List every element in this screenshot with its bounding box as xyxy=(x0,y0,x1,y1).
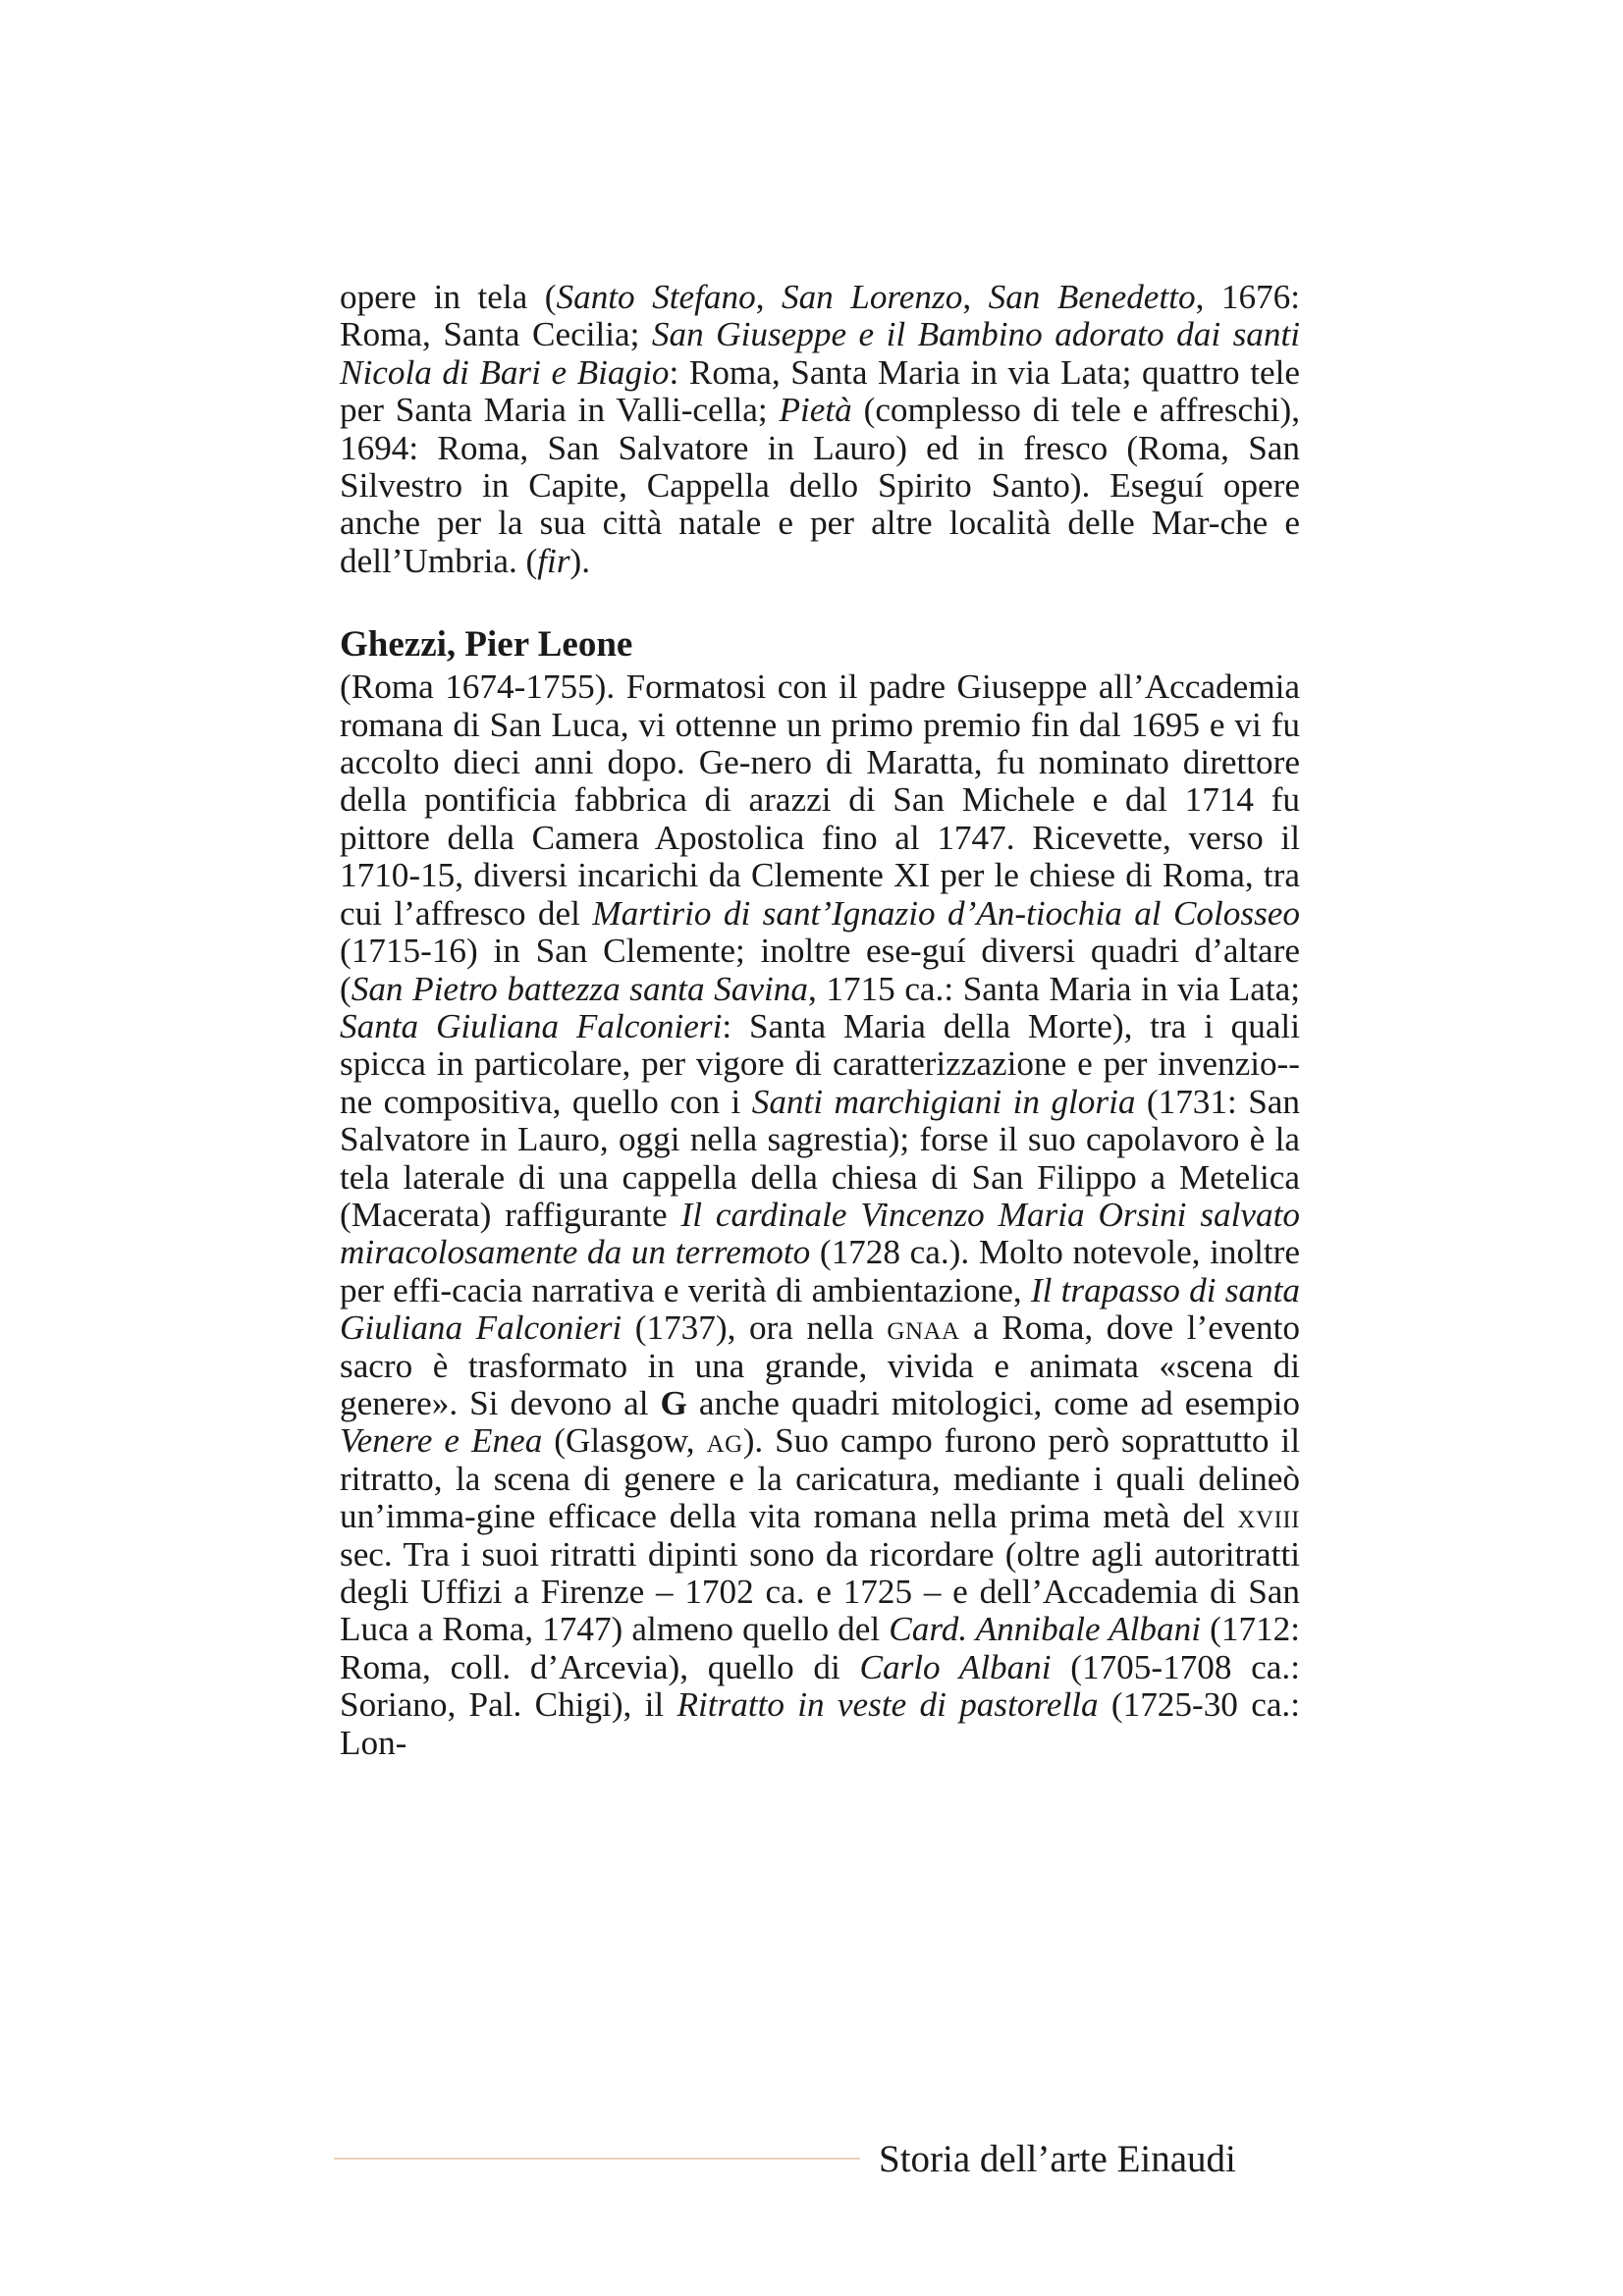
italic-title: Venere e Enea xyxy=(340,1421,543,1461)
text-run: : Roma, Santa Maria in via Lata; quattro tele per Santa Maria in Valli-cella; xyxy=(340,352,1300,430)
text-run: ). Suo campo furono però soprattutto il ritratto, la scena di genere e la caricatura, mediante i quali delineò un’imma-gine efficace della vita romana nella prima metà del xyxy=(340,1421,1300,1536)
text-run: (1728 ca.). Molto notevole, inoltre per effi-cacia narrativa e verità di ambientazione, xyxy=(340,1233,1300,1309)
italic-title: Pietà xyxy=(779,391,852,430)
italic-title: Ritratto in veste di pastorella xyxy=(676,1685,1099,1725)
small-caps-abbreviation: ag xyxy=(706,1421,743,1461)
italic-title: San Giuseppe e il Bambino adorato dai santi Nicola di Bari e Biagio xyxy=(340,315,1301,392)
italic-title: San Benedetto xyxy=(988,278,1196,316)
italic-title: Card. Annibale Albani xyxy=(889,1610,1201,1649)
entry-body xyxy=(340,668,1300,1762)
previous-entry-continuation xyxy=(340,279,1300,580)
text-run: (Glasgow, xyxy=(542,1421,707,1461)
text-run: (1712: Roma, coll. d’Arcevia), quello di xyxy=(340,1610,1300,1686)
text-run: , xyxy=(755,278,782,316)
text-run: (1737), ora nella xyxy=(622,1308,888,1348)
italic-title: Santi marchigiani in gloria xyxy=(751,1082,1136,1121)
italic-title: San Lorenzo xyxy=(781,278,963,316)
italic-title: Santo Stefano xyxy=(556,278,756,316)
text-run: (Roma 1674-1755). Formatosi con il padre Giuseppe all’Accademia romana di San Luca, vi ottenne un primo premio fin dal 1695 e vi fu accolto dieci anni dopo. Ge-nero di Maratta, fu nominato direttore della pontificia fabbrica di arazzi di San Michele e dal 1714 fu pittore della Camera Apostolica fino al 1747. Ricevette, verso il 1710-15, diversi incarichi da Clemente XI per le chiese di Roma, tra cui l’affresco del xyxy=(340,667,1300,933)
entry-heading: Ghezzi, Pier Leone xyxy=(340,624,633,666)
text-run: : Santa Maria della Morte), tra i quali spicca in particolare, per vigore di caratterizzazione e per invenzio-ne compositiva, quello con i xyxy=(340,1006,1300,1121)
text-run: anche quadri mitologici, come ad esempio xyxy=(686,1383,1300,1422)
italic-title: Il cardinale Vincenzo Maria Orsini salvato miracolosamente da un terremoto xyxy=(340,1195,1300,1272)
italic-title: fir xyxy=(537,541,570,580)
text-run: (1705-1708 ca.: Soriano, Pal. Chigi), il xyxy=(340,1647,1300,1725)
text-run: ). xyxy=(569,541,591,580)
text-run: , 1676: Roma, Santa Cecilia; xyxy=(340,278,1301,354)
text-run: (1715-16) in San Clemente; inoltre ese-guí diversi quadri d’altare ( xyxy=(340,932,1300,1008)
text-run: opere in tela ( xyxy=(340,278,557,316)
text-run: (1725-30 ca.: Lon- xyxy=(340,1685,1301,1762)
italic-title: Santa Giuliana Falconieri xyxy=(340,1006,723,1045)
footer-publication-title: Storia dell’arte Einaudi xyxy=(879,2138,1236,2180)
italic-title: Martirio di sant’Ignazio d’An-tiochia al Colosseo xyxy=(592,893,1300,933)
text-run: (complesso di tele e affreschi), 1694: Roma, San Salvatore in Lauro) ed in fresco (Roma, San Silvestro in Capite, Cappella dello Spirito Santo). Eseguí opere anche per la sua città natale e per altre località delle Mar-che e dell’Umbria. ( xyxy=(340,391,1301,580)
italic-title: San Pietro battezza santa Savina xyxy=(351,969,808,1008)
italic-title: Il trapasso di santa Giuliana Falconieri xyxy=(340,1270,1300,1348)
text-run: sec. Tra i suoi ritratti dipinti sono da ricordare (oltre agli autoritratti degli Uffizi a Firenze – 1702 ca. e 1725 – e dell’Accademia di San Luca a Roma, 1747) almeno quello del xyxy=(340,1534,1300,1649)
text-run: (1731: San Salvatore in Lauro, oggi nella sagrestia); forse il suo capolavoro è la tela laterale di una cappella della chiesa di San Filippo a Metelica (Macerata) raffigurante xyxy=(340,1082,1300,1234)
footer-rule xyxy=(334,2158,860,2160)
text-run: , 1715 ca.: Santa Maria in via Lata; xyxy=(807,969,1300,1008)
text-run: , xyxy=(962,278,989,316)
small-caps-abbreviation: xviii xyxy=(1237,1497,1300,1536)
bold-initial: G xyxy=(660,1383,687,1422)
text-run: a Roma, dove l’evento sacro è trasformato in una grande, vivida e animata «scena di genere». Si devono al xyxy=(340,1308,1301,1422)
page-text-column xyxy=(340,279,1300,1762)
italic-title: Carlo Albani xyxy=(859,1647,1052,1686)
small-caps-abbreviation: gnaa xyxy=(887,1308,960,1348)
